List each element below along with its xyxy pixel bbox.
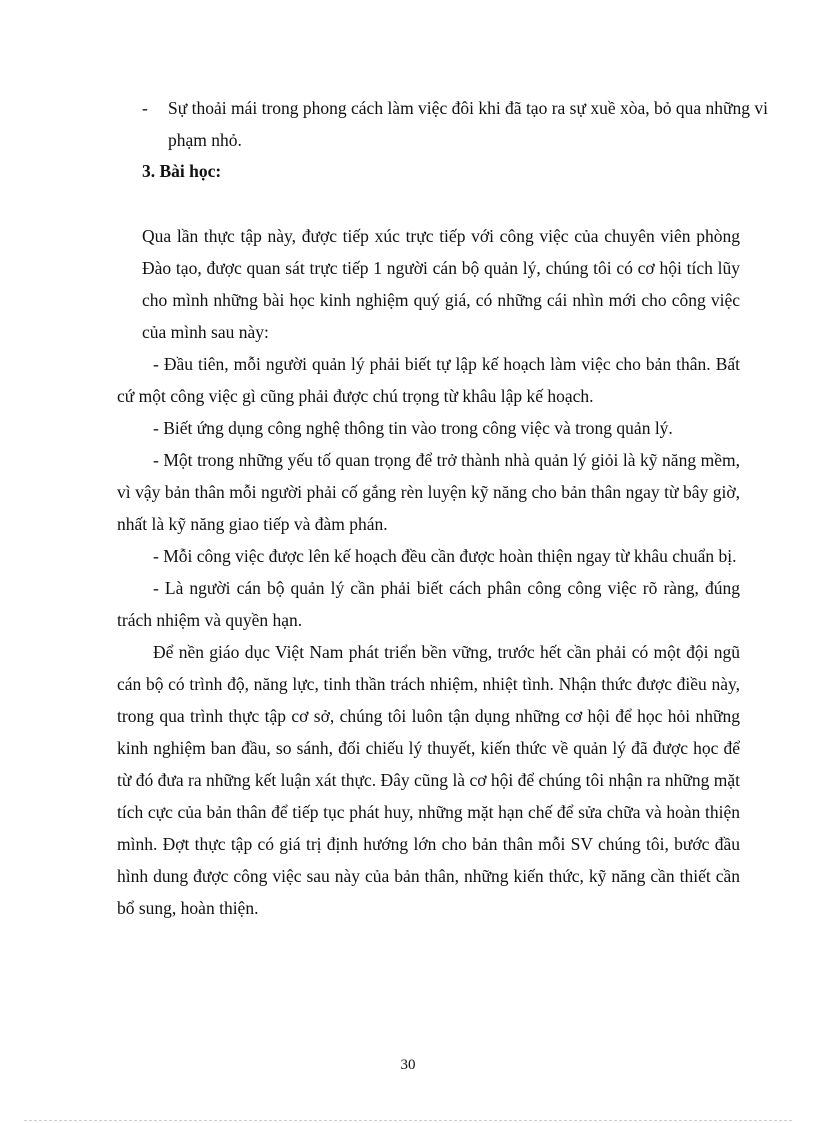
conclusion-paragraph: Để nền giáo dục Việt Nam phát triển bền vững, trước hết cần phải có một đội ngũ cán bộ có trình độ, năng lực, tinh thần trách nhiệm, nhiệt tình. Nhận thức được điều này, trong qua trình thực tập cơ sở, chúng tôi luôn tận dụng những cơ hội để học hỏi những kinh nghiệm ban đầu, so sánh, đối chiếu lý thuyết, kiến thức về quản lý đã được học để từ đó đưa ra những kết luận xát thực. Đây cũng là cơ hội để chúng tôi nhận ra những mặt tích cực của bản thân để tiếp tục phát huy, những mặt hạn chế để sửa chữa và hoàn thiện mình. Đợt thực tập có giá trị định hướng lớn cho bản thân mỗi SV chúng tôi, bước đầu hình dung được công việc sau này của bản thân, những kiến thức, kỹ năng cần thiết cần bổ sung, hoàn thiện. (117, 642, 740, 918)
bullet-dash: - (142, 98, 148, 118)
lesson-item: - Một trong những yếu tố quan trọng để trở thành nhà quản lý giỏi là kỹ năng mềm, vì vậy bản thân mỗi người phải cố gắng rèn luyện kỹ năng cho bản thân ngay từ bây giờ, nhất là kỹ năng giao tiếp và đàm phán. (117, 450, 740, 534)
lesson-item: - Đầu tiên, mỗi người quản lý phải biết tự lập kế hoạch làm việc cho bản thân. Bất cứ một công việc gì cũng phải được chú trọng từ khâu lập kế hoạch. (117, 354, 740, 406)
page-number: 30 (400, 1057, 416, 1073)
bullet-text: Sự thoải mái trong phong cách làm việc đôi khi đã tạo ra sự xuề xòa, bỏ qua những vi phạm nhỏ. (168, 98, 768, 150)
lesson-item: - Mỗi công việc được lên kế hoạch đều cần được hoàn thiện ngay từ khâu chuẩn bị. (153, 546, 737, 566)
document-body (117, 348, 740, 924)
page-bottom-divider (24, 1120, 792, 1121)
intro-paragraph: Qua lần thực tập này, được tiếp xúc trực tiếp với công việc của chuyên viên phòng Đào tạo, được quan sát trực tiếp 1 người cán bộ quản lý, chúng tôi có cơ hội tích lũy cho mình những bài học kinh nghiệm quý giá, có những cái nhìn mới cho công việc của mình sau này: (142, 226, 740, 342)
section-heading: 3. Bài học: (142, 161, 222, 181)
lesson-item: - Là người cán bộ quản lý cần phải biết cách phân công công việc rõ ràng, đúng trách nhiệm và quyền hạn. (117, 578, 740, 630)
lesson-item: - Biết ứng dụng công nghệ thông tin vào trong công việc và trong quản lý. (153, 418, 673, 438)
bullet-item (142, 92, 768, 156)
